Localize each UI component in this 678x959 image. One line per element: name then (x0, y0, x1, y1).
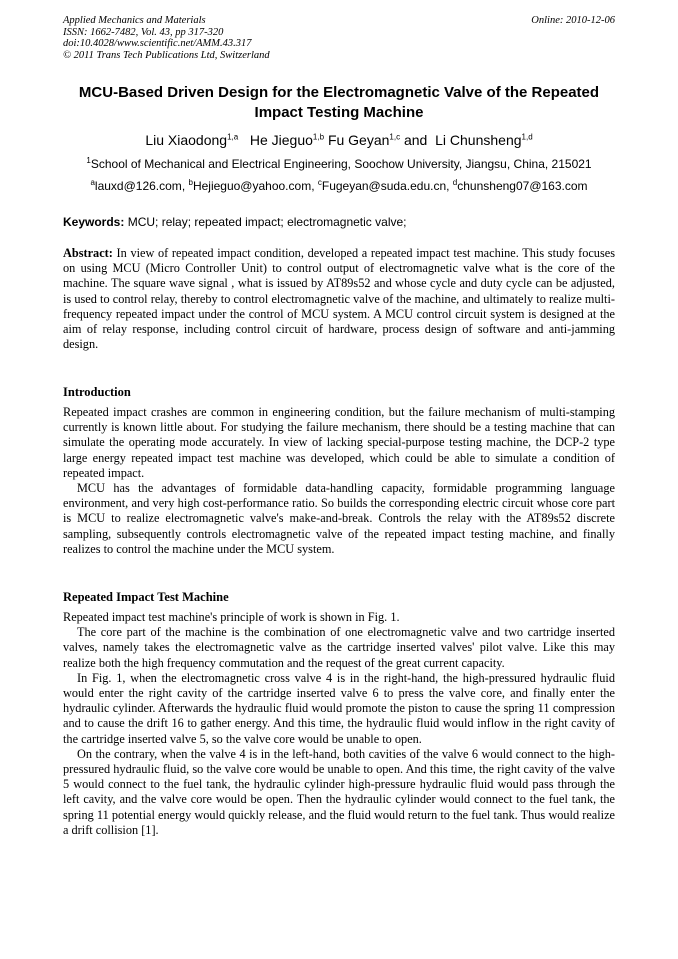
paragraph: In Fig. 1, when the electromagnetic cross valve 4 is in the right-hand, the high-pressured hydraulic fluid would enter the right cavity of the cartridge inserted valve 6 to press the valve core, and finally enter the hydraulic cylinder. Afterwards the hydraulic fluid would promote the piston to cause the spring 11 compression and to cause the drift 16 to gather energy. And this time, the hydraulic fluid would inflow in the right cavity of the cartridge inserted valve 5, so the valve core would be unable to open. (63, 670, 615, 746)
email-link[interactable]: chunsheng07@163.com (457, 179, 588, 193)
journal-name: Applied Mechanics and Materials (63, 15, 206, 26)
author-name: Liu Xiaodong (145, 132, 228, 148)
section-heading-test-machine: Repeated Impact Test Machine (63, 590, 229, 604)
author-sup: 1,a (227, 132, 239, 142)
abstract-text: In view of repeated impact condition, developed a repeated impact test machine. This study focuses on using MCU (Micro Controller Unit) to control output of electromagnetic valve what is the core of the machine. The square wave signal , what is issued by AT89s52 and whose cycle and duty cycle can be adjusted, is used to control relay, thereby to control electromagnetic valve of the machine, and ultimately to realize multi-frequency repeated impact under the control of MCU system. A MCU control circuit system is designed at the aim of relay response, including control circuit of hardware, process design of software and anti-jamming design. (63, 246, 615, 352)
author-name: He Jieguo (249, 132, 313, 148)
keywords-text: MCU; relay; repeated impact; electromagnetic valve; (127, 215, 407, 229)
paragraph: The core part of the machine is the combination of one electromagnetic valve and two cartridge inserted valves, namely takes the electromagnetic valve as the cartridge inserted valves' pilot valve. Like this may realize both the high frequency commutation and the request of the great current capacity. (63, 625, 615, 670)
paragraph: MCU has the advantages of formidable data-handling capacity, formidable programming language environment, and very high cost-performance ratio. So builds the corresponding electric circuit whose core part is MCU to realize electromagnetic valve's make-and-break. Controls the relay with the AT89s52 discrete sampling, subsequently controls electromagnetic valve of the repeated impact testing machine, and finally realizes to control the machine under the MCU system. (63, 481, 615, 556)
email-sup: d (452, 178, 458, 187)
paragraph: Repeated impact crashes are common in engineering condition, but the failure mechanism of multi-stamping currently is known little about. For studying the failure mechanism, there should be a testing machine that can simulate the operating mode accurately. In view of lacking special-purpose testing machine, the DCP-2 type large energy repeated impact test machine was developed, which could be able to simulate a condition of repeated impact. (63, 405, 615, 480)
author-name: Fu Geyan (327, 132, 390, 148)
author-sup: 1,c (389, 132, 401, 142)
paragraph: On the contrary, when the valve 4 is in the left-hand, both cavities of the valve 6 would connect to the high-pressured hydraulic fluid, so the valve core would be unable to open. And this time, the right cavity of the valve 5 would connect to the fuel tank, the hydraulic cylinder high-pressure hydraulic fluid would pass through the left cavity, and the valve core would be open. Then the hydraulic cylinder would connect to the fuel tank, the spring 11 potential energy would quickly release, and the fluid would return to the fuel tank. Thus would realize a drift collision [1]. (63, 746, 615, 837)
email-link[interactable]: Fugeyan@suda.edu.cn (321, 179, 447, 193)
email-sup: c (317, 178, 322, 187)
issn-line: ISSN: 1662-7482, Vol. 43, pp 317-320 (63, 26, 224, 38)
author-and: and (403, 132, 428, 148)
email-sup: a (90, 178, 95, 187)
keywords (63, 214, 615, 230)
email-link[interactable]: Hejieguo@yahoo.com (192, 179, 312, 193)
journal-header (63, 15, 270, 61)
author-name: Li Chunsheng (435, 132, 522, 148)
author-sup: 1,d (521, 132, 533, 142)
paper-title: MCU-Based Driven Design for the Electromagnetic Valve of the Repeated Impact Testing Machine (78, 84, 600, 121)
affiliation-sup: 1 (86, 156, 91, 165)
author-list (63, 131, 615, 149)
section-heading-introduction: Introduction (63, 385, 131, 399)
paragraph: Repeated impact test machine's principle of work is shown in Fig. 1. (63, 610, 400, 624)
abstract (63, 246, 615, 352)
copyright-line: © 2011 Trans Tech Publications Ltd, Switzerland (63, 49, 270, 61)
test-machine-body (63, 610, 615, 838)
doi-line: doi:10.4028/www.scientific.net/AMM.43.317 (63, 38, 252, 49)
introduction-body (63, 405, 615, 557)
author-sup: 1,b (312, 132, 325, 142)
affiliation-text: School of Mechanical and Electrical Engineering, Soochow University, Jiangsu, China, 215021 (90, 157, 592, 171)
online-date: Online: 2010-12-06 (531, 15, 615, 26)
author-emails: $^a$lauxd@126.com, $^b$Hejieguo@yahoo.com, $^c$Fugeyan@suda.edu.cn, $^d$chunsheng07@163.com (90, 178, 588, 193)
affiliation (63, 156, 615, 172)
email-sup: b (188, 178, 193, 187)
abstract-label: Abstract: (63, 246, 113, 260)
email-link[interactable]: lauxd@126.com (94, 179, 182, 193)
keywords-label: Keywords: (63, 215, 125, 229)
